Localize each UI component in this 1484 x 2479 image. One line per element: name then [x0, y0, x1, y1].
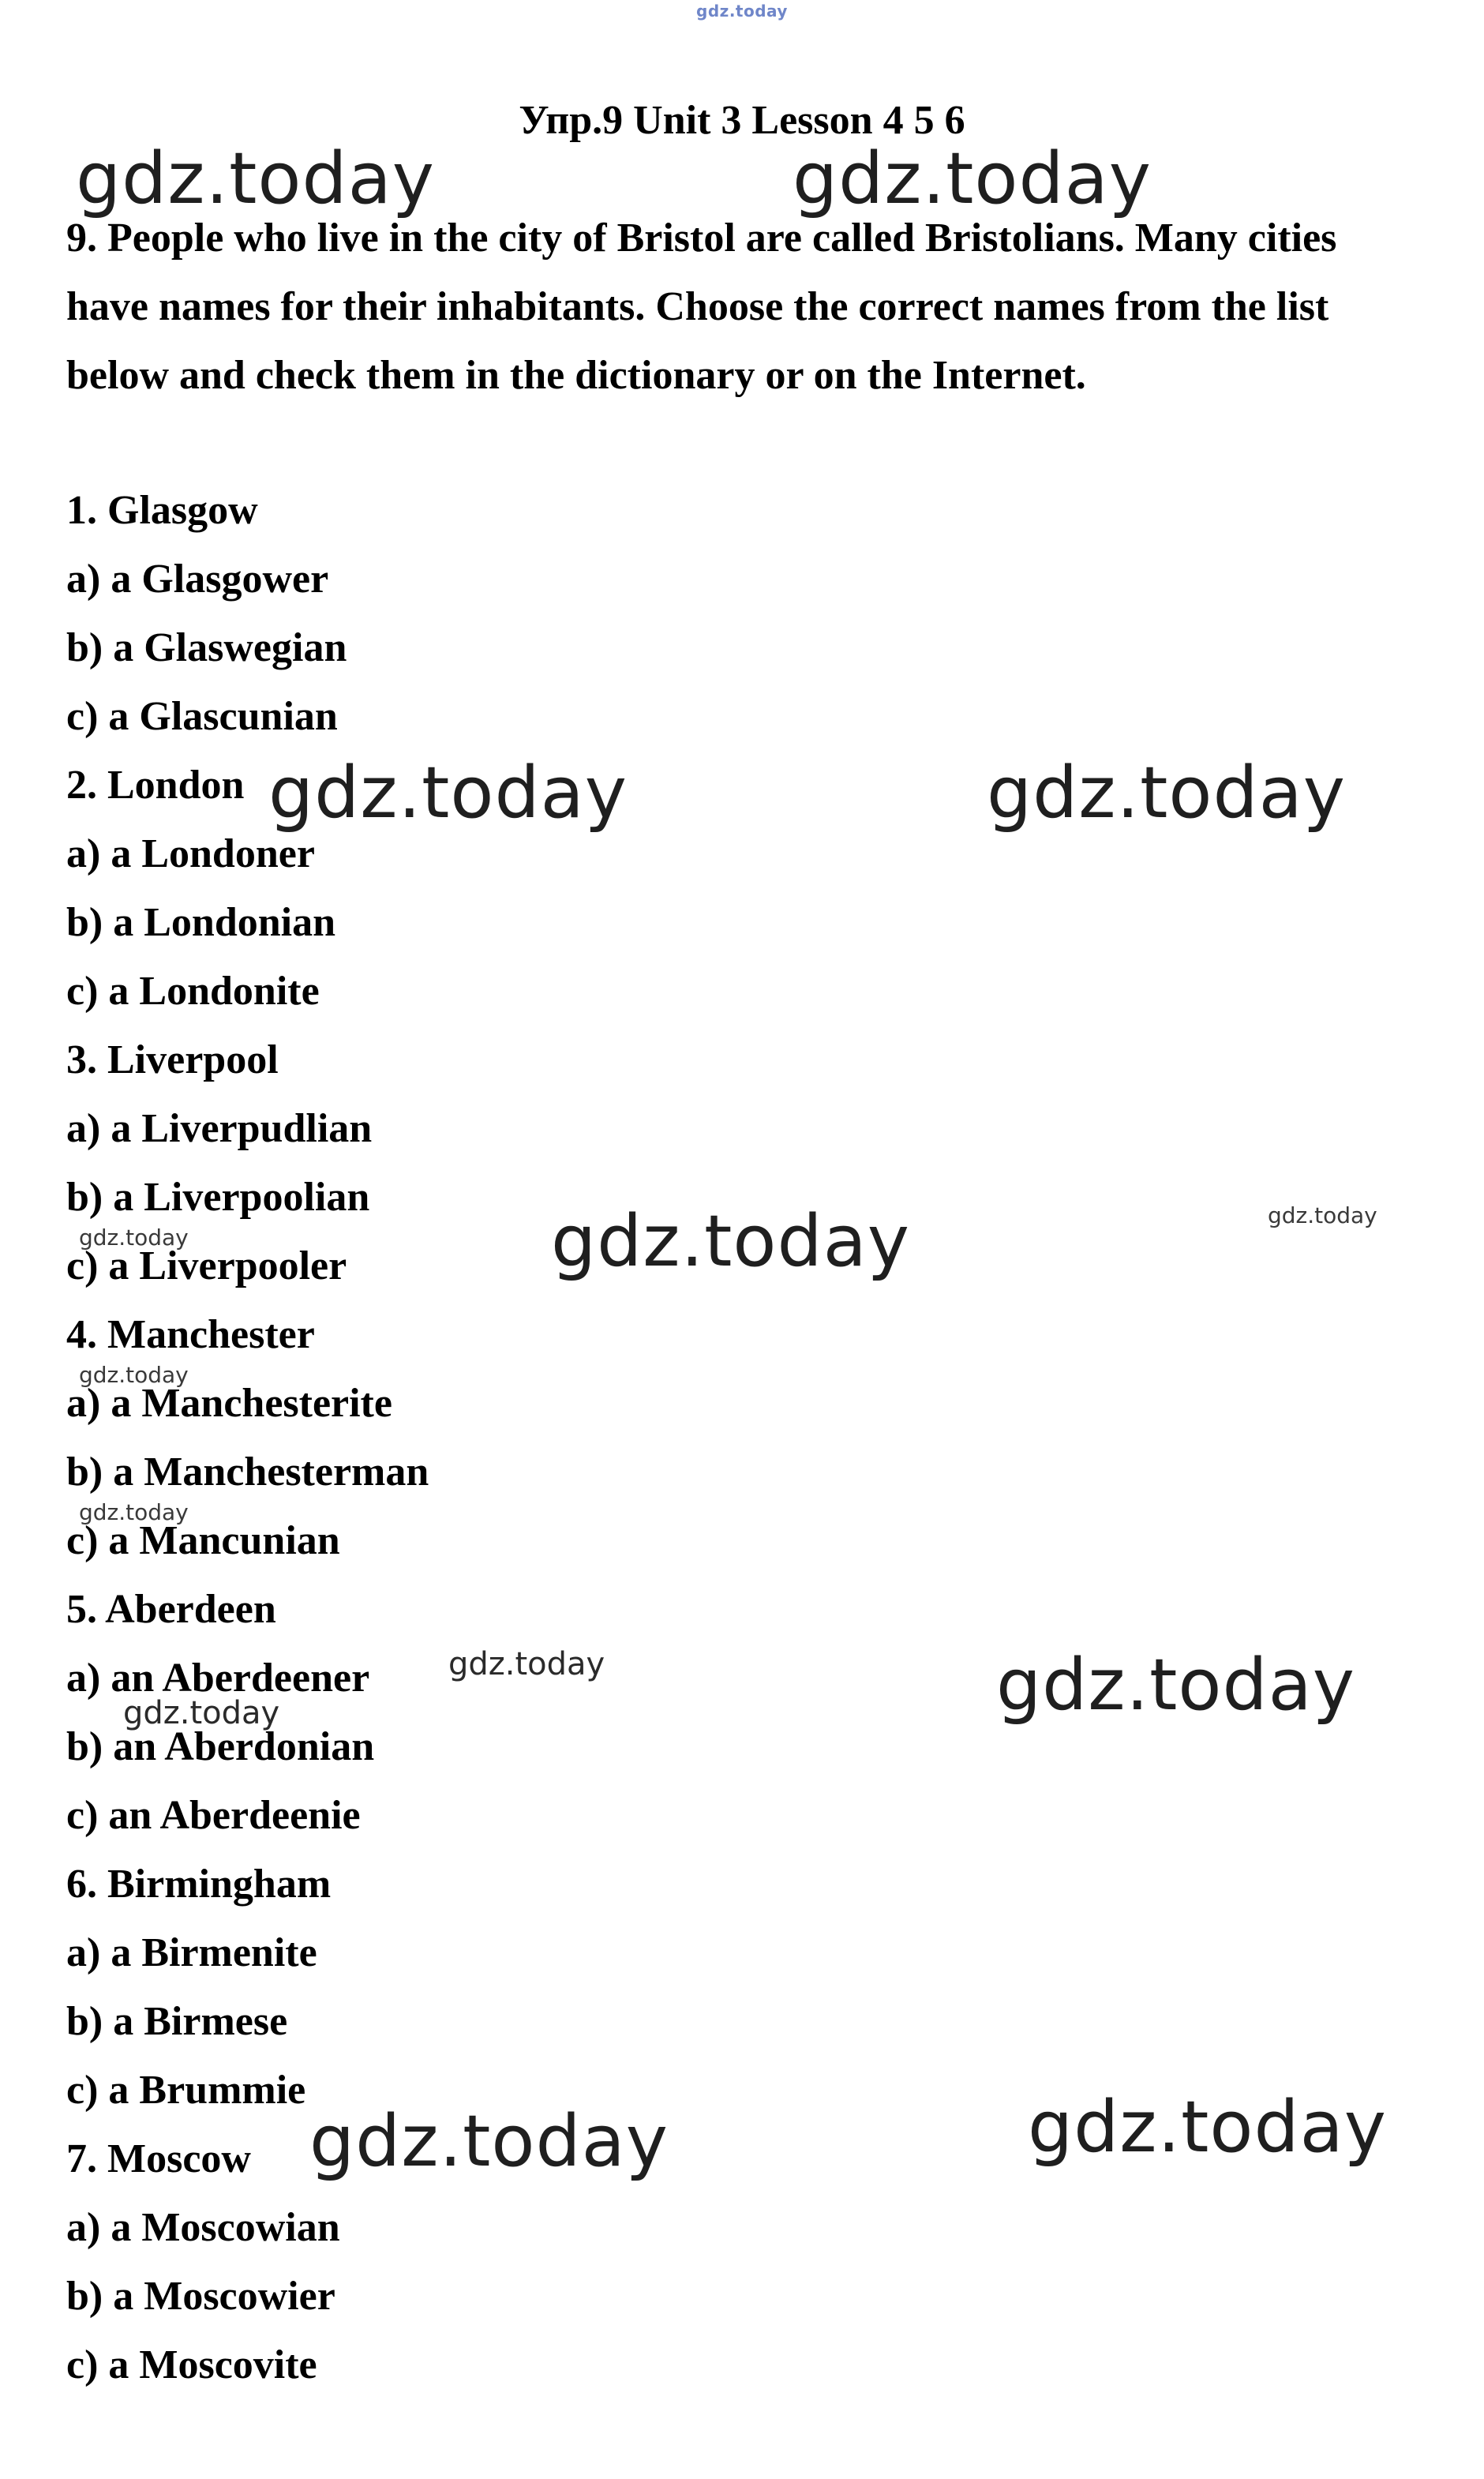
answer-option: b) a Moscowier — [66, 2274, 335, 2319]
watermark: gdz.today — [76, 137, 436, 220]
answer-option: c) a Brummie — [66, 2068, 306, 2113]
answer-option: b) a Manchesterman — [66, 1450, 429, 1495]
answer-option: c) a Moscovite — [66, 2342, 317, 2387]
answer-option: a) a Moscowian — [66, 2205, 340, 2250]
answer-option: b) a Glaswegian — [66, 625, 347, 670]
answer-option: a) a Manchesterite — [66, 1381, 392, 1426]
watermark: gdz.today — [123, 1695, 280, 1731]
question-city: 3. Liverpool — [66, 1037, 279, 1082]
answer-option: b) a Londonian — [66, 900, 336, 945]
question-city: 5. Aberdeen — [66, 1587, 276, 1632]
watermark: gdz.today — [996, 1644, 1356, 1727]
watermark: gdz.today — [448, 1646, 605, 1682]
watermark: gdz.today — [309, 2100, 669, 2183]
question-city: 4. Manchester — [66, 1312, 315, 1357]
watermark: gdz.today — [1268, 1202, 1377, 1228]
answer-option: b) an Aberdonian — [66, 1724, 375, 1769]
answer-option: b) a Birmese — [66, 1999, 288, 2044]
question-city: 7. Moscow — [66, 2136, 251, 2181]
watermark: gdz.today — [268, 752, 628, 834]
watermark: gdz.today — [79, 1362, 189, 1388]
answer-option: a) a Birmenite — [66, 1930, 317, 1975]
answer-option: c) a Londonite — [66, 969, 320, 1014]
answer-option: c) a Mancunian — [66, 1518, 340, 1563]
watermark: gdz.today — [793, 137, 1152, 220]
question-city: 6. Birmingham — [66, 1862, 332, 1907]
answer-option: a) a Londoner — [66, 831, 315, 876]
watermark: gdz.today — [551, 1200, 911, 1283]
answer-option: c) an Aberdeenie — [66, 1793, 361, 1838]
answer-option: c) a Glascunian — [66, 694, 338, 739]
question-city: 1. Glasgow — [66, 488, 258, 533]
watermark: gdz.today — [79, 1224, 189, 1251]
question-city: 2. London — [66, 763, 245, 808]
watermark: gdz.today — [79, 1499, 189, 1525]
answer-option: a) an Aberdeener — [66, 1656, 370, 1701]
page-title: Упр.9 Unit 3 Lesson 4 5 6 — [519, 98, 965, 143]
watermark: gdz.today — [1028, 2086, 1388, 2169]
answer-option: a) a Liverpudlian — [66, 1106, 373, 1151]
watermark: gdz.today — [987, 752, 1347, 834]
answer-option: c) a Liverpooler — [66, 1243, 347, 1288]
answer-option: b) a Liverpoolian — [66, 1175, 370, 1220]
answer-option: a) a Glasgower — [66, 557, 329, 602]
task-intro: 9. People who live in the city of Bristol are called Bristolians. Many cities have names for their inhabitants. Choose the correct names from the list below and check them in the dictionary or on the Internet. — [66, 216, 1337, 398]
top-watermark: gdz.today — [696, 2, 788, 21]
